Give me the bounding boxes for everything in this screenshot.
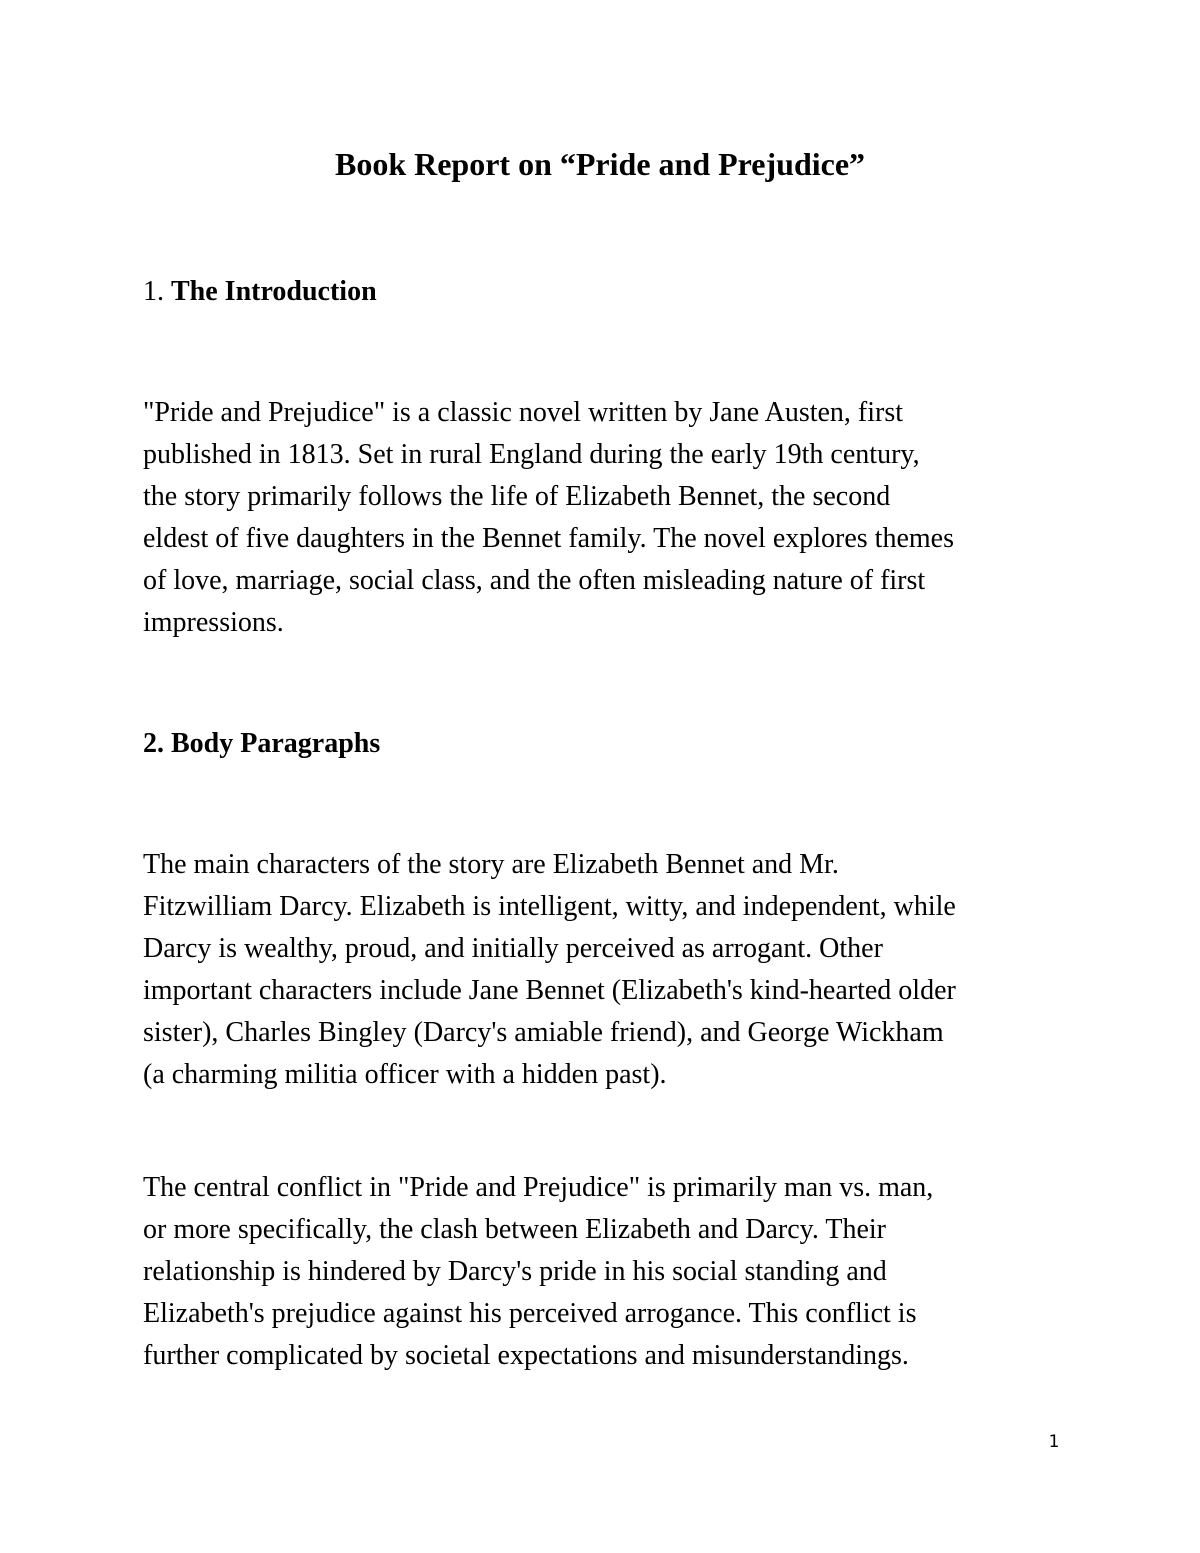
document-title: Book Report on “Pride and Prejudice” <box>334 146 866 182</box>
section-heading-body-paragraphs <box>143 723 380 765</box>
paragraph-introduction <box>143 392 1083 644</box>
text-line: further complicated by societal expectations and misunderstandings. <box>143 1340 909 1371</box>
text-line: The main characters of the story are Elizabeth Bennet and Mr. <box>143 849 839 880</box>
text-line: sister), Charles Bingley (Darcy's amiable friend), and George Wickham <box>143 1017 944 1048</box>
section-number: 2. <box>143 728 164 759</box>
section-title: The Introduction <box>171 276 377 307</box>
text-line: important characters include Jane Bennet (Elizabeth's kind-hearted older <box>143 975 956 1006</box>
section-title: Body Paragraphs <box>171 728 381 759</box>
text-line: Elizabeth's prejudice against his perceived arrogance. This conflict is <box>143 1298 917 1329</box>
text-line: published in 1813. Set in rural England during the early 19th century, <box>143 439 920 470</box>
text-line: (a charming militia officer with a hidden past). <box>143 1059 667 1090</box>
text-line: of love, marriage, social class, and the often misleading nature of first <box>143 565 926 596</box>
text-line: relationship is hindered by Darcy's pride in his social standing and <box>143 1256 887 1287</box>
text-line: The central conflict in "Pride and Prejudice" is primarily man vs. man, <box>143 1172 934 1203</box>
text-line: Darcy is wealthy, proud, and initially perceived as arrogant. Other <box>143 933 883 964</box>
text-line: the story primarily follows the life of Elizabeth Bennet, the second <box>143 481 891 512</box>
text-line: eldest of five daughters in the Bennet family. The novel explores themes <box>143 523 954 554</box>
text-line: Fitzwilliam Darcy. Elizabeth is intelligent, witty, and independent, while <box>143 891 956 922</box>
section-heading-introduction <box>143 271 377 313</box>
paragraph-main-characters <box>143 844 1083 1096</box>
section-number: 1. <box>143 276 164 307</box>
text-line: impressions. <box>143 607 284 638</box>
paragraph-central-conflict <box>143 1167 1083 1377</box>
text-line: or more specifically, the clash between Elizabeth and Darcy. Their <box>143 1214 886 1245</box>
text-line: "Pride and Prejudice" is a classic novel written by Jane Austen, first <box>143 397 904 428</box>
page-number: 1 <box>1048 1432 1060 1452</box>
